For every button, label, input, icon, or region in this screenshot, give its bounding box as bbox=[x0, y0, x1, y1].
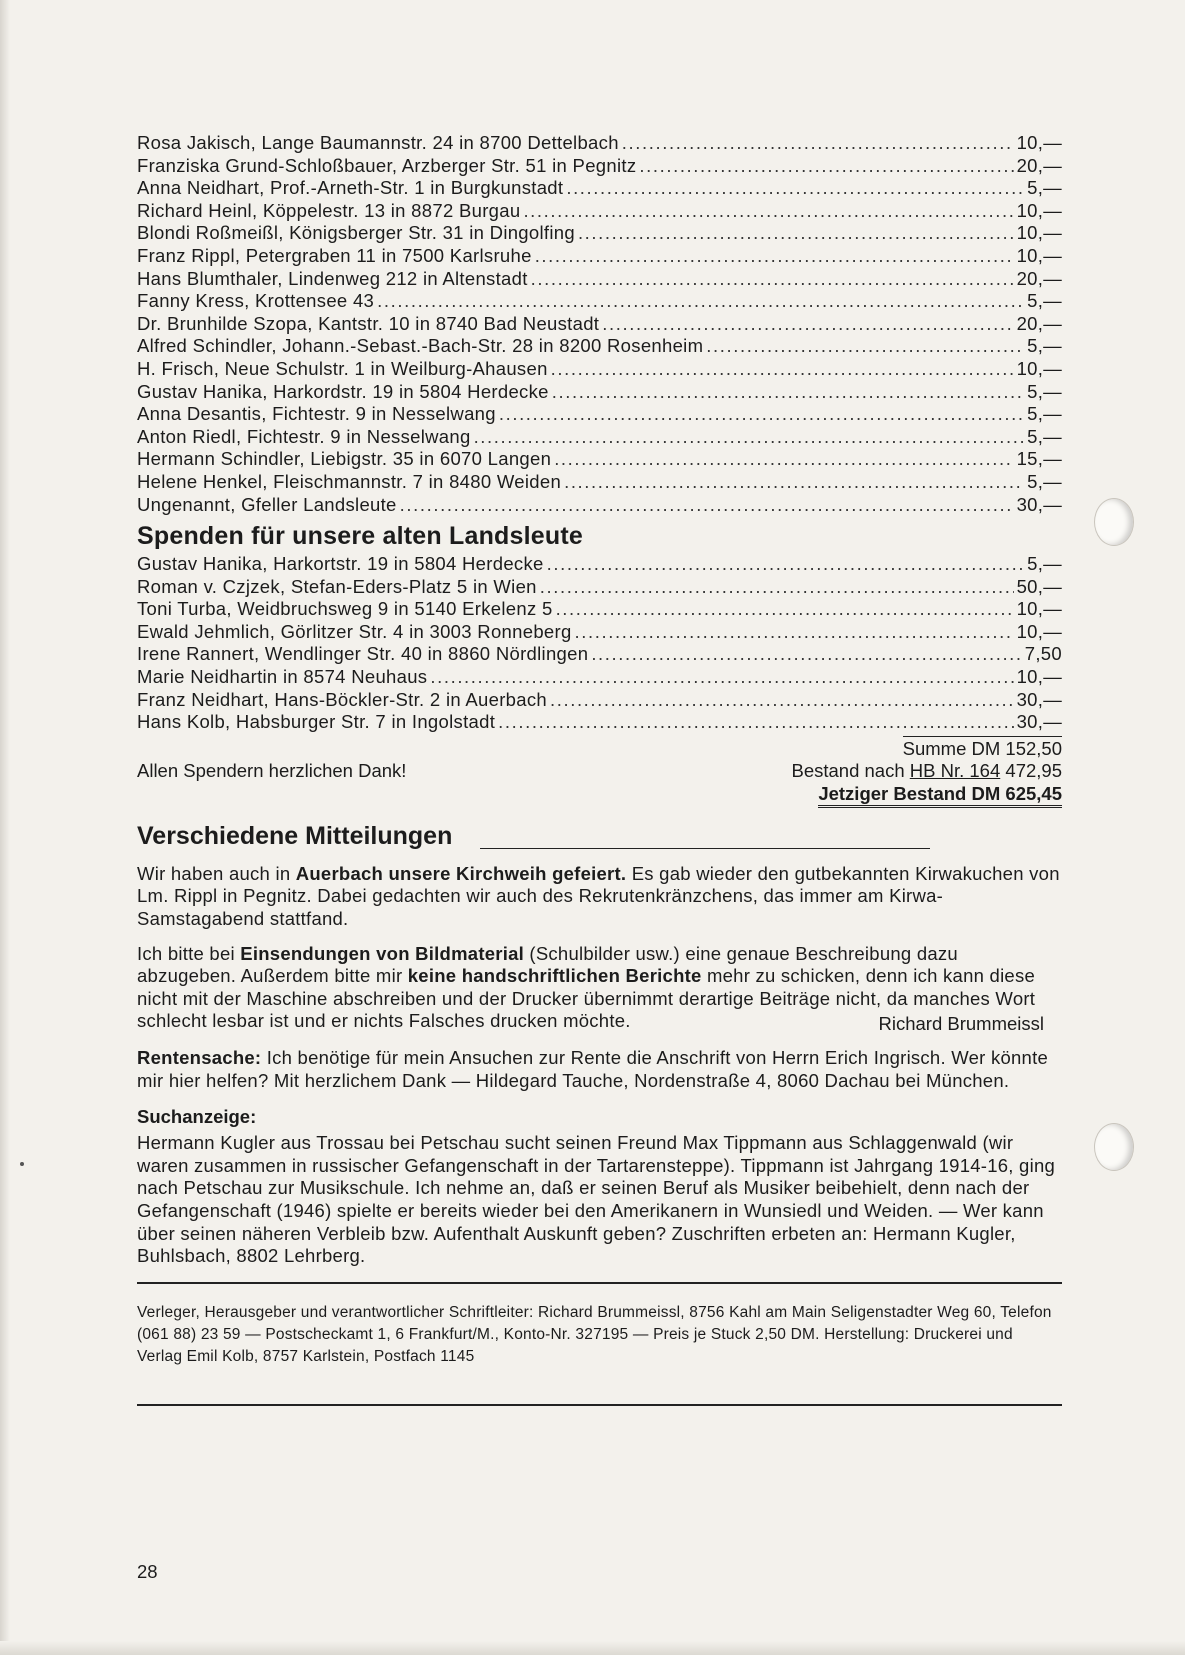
donation-amount: 10,— bbox=[1016, 199, 1062, 221]
donation-row bbox=[137, 643, 1062, 666]
title-underline bbox=[480, 848, 930, 849]
donor-name: Hans Blumthaler, Lindenweg 212 in Altenstadt bbox=[137, 267, 528, 289]
donation-row bbox=[137, 290, 1062, 313]
dot-leader bbox=[499, 403, 1024, 426]
donor-name: Irene Rannert, Wendlinger Str. 40 in 8860 Nördlingen bbox=[137, 643, 589, 665]
donation-amount: 5,— bbox=[1027, 403, 1062, 425]
dot-leader bbox=[552, 381, 1024, 404]
dot-leader bbox=[556, 598, 1014, 621]
bold-text: keine handschriftlichen Berichte bbox=[407, 965, 702, 987]
donation-amount: 10,— bbox=[1016, 132, 1062, 153]
donation-amount: 20,— bbox=[1016, 312, 1062, 334]
donation-amount: 10,— bbox=[1016, 666, 1062, 688]
donation-amount: 30,— bbox=[1016, 711, 1062, 733]
sum-total: Summe DM 152,50 bbox=[902, 737, 1062, 759]
donation-row bbox=[137, 598, 1062, 621]
bold-label: Rentensache: bbox=[137, 1047, 262, 1068]
donor-name: Anna Desantis, Fichtestr. 9 in Nesselwang bbox=[137, 403, 496, 425]
donor-name: Roman v. Czjzek, Stefan-Eders-Platz 5 in Wien bbox=[137, 575, 537, 597]
text-run: (Schulbilder usw.) eine genaue Beschreibung dazu abzugeben. Außerdem bitte mir bbox=[137, 942, 958, 987]
page-edge-shadow bbox=[0, 0, 10, 1655]
mitteilungen-header bbox=[137, 822, 1062, 851]
dot-leader bbox=[591, 643, 1021, 666]
donation-row bbox=[137, 313, 1062, 336]
donation-row bbox=[137, 494, 1062, 517]
donation-row bbox=[137, 621, 1062, 644]
punch-hole bbox=[1094, 498, 1134, 546]
donor-name: Anton Riedl, Fichtestr. 9 in Nesselwang bbox=[137, 425, 471, 447]
donation-summary bbox=[137, 734, 1062, 812]
donation-amount: 30,— bbox=[1016, 688, 1062, 710]
page-number: 28 bbox=[137, 1561, 158, 1582]
donation-row bbox=[137, 666, 1062, 689]
donation-row bbox=[137, 222, 1062, 245]
donation-amount: 10,— bbox=[1016, 222, 1062, 244]
donation-list bbox=[137, 132, 1062, 516]
donation-amount: 5,— bbox=[1027, 380, 1062, 402]
donor-name: Gustav Hanika, Harkortstr. 19 in 5804 Herdecke bbox=[137, 553, 544, 575]
donor-name: Fanny Kress, Krottensee 43 bbox=[137, 290, 375, 312]
donation-amount: 30,— bbox=[1016, 493, 1062, 515]
dot-leader bbox=[430, 666, 1013, 689]
text-run: Ich benötige für mein Ansuchen zur Rente die Anschrift von Herrn Erich Ingrisch. Wer könnte mir hier helfen? Mit herzlichem Dank — Hildegard Tauche, Nordenstraße 4, 8060 Dachau bei München. bbox=[137, 1047, 1049, 1091]
dot-leader bbox=[578, 222, 1014, 245]
paragraph-kirchweih bbox=[137, 863, 1062, 931]
donation-amount: 5,— bbox=[1027, 425, 1062, 447]
donor-name: Toni Turba, Weidbruchsweg 9 in 5140 Erkelenz 5 bbox=[137, 598, 553, 620]
donor-name: Hermann Schindler, Liebigstr. 35 in 6070 Langen bbox=[137, 448, 552, 470]
donation-amount: 7,50 bbox=[1024, 643, 1062, 665]
paragraph-rentensache bbox=[137, 1047, 1062, 1092]
donor-name: Marie Neidhartin in 8574 Neuhaus bbox=[137, 666, 428, 688]
donation-row bbox=[137, 448, 1062, 471]
text-run: Es gab wieder den gutbekannten Kirwakuchen von Lm. Rippl in Pegnitz. Dabei gedachten wir auch des Rekrutenkränzchens, das immer am Kirwa-Samstagabend stattfand. bbox=[137, 862, 1060, 930]
previous-balance-prefix: Bestand nach bbox=[791, 759, 910, 781]
donation-amount: 5,— bbox=[1027, 177, 1062, 199]
donor-name: Hans Kolb, Habsburger Str. 7 in Ingolstadt bbox=[137, 711, 496, 733]
impressum: Verleger, Herausgeber und verantwortlicher Schriftleiter: Richard Brummeissl, 8756 Kahl am Main Seligenstadter Weg 60, Telefon (061 88) 23 59 — Postscheckamt 1, 6 Frankfurt/M., Konto-Nr. 327195 — Preis je Stuck 2,50 DM. Herstellung: Druckerei und Verlag Emil Kolb, 8757 Karlstein, Postfach 1145 bbox=[137, 1303, 1052, 1365]
section-title-old-landsleute: Spenden für unsere alten Landsleute bbox=[137, 522, 583, 551]
donation-row bbox=[137, 155, 1062, 178]
donation-row bbox=[137, 132, 1062, 155]
donation-row bbox=[137, 200, 1062, 223]
donation-row bbox=[137, 245, 1062, 268]
dot-leader bbox=[498, 711, 1013, 734]
donation-row bbox=[137, 426, 1062, 449]
dot-leader bbox=[540, 576, 1014, 599]
donor-name: Ungenannt, Gfeller Landsleute bbox=[137, 493, 397, 515]
current-balance: Jetziger Bestand DM 625,45 bbox=[818, 783, 1062, 808]
donation-amount: 15,— bbox=[1016, 448, 1062, 470]
donor-name: Blondi Roßmeißl, Königsberger Str. 31 in Dingolfing bbox=[137, 222, 575, 244]
previous-balance-value: 472,95 bbox=[1000, 759, 1062, 781]
punch-hole bbox=[1094, 1123, 1134, 1171]
paragraph-suchanzeige: Hermann Kugler aus Trossau bei Petschau sucht seinen Freund Max Tippmann aus Schlaggenwald (wir waren zusammen in russischer Gefangenschaft in der Tartarensteppe). Tippmann ist Jahrgang 1914-16, ging nach Petschau zur Musikschule. Ich nehme an, daß er seinen Beruf als Musiker beibehielt, denn nach der Gefangenschaft (1946) spielte er bereits wieder bei den Amerikanern in Wunsiedl und Weiden. — Wer kann über seinen näheren Verbleib bzw. Aufenthalt Auskunft geben? Zuschriften erbeten an: Hermann Kugler, Buhlsbach, 8802 Lehrberg. bbox=[137, 1132, 1056, 1267]
donation-amount: 50,— bbox=[1016, 575, 1062, 597]
dot-leader bbox=[550, 689, 1014, 712]
donor-name: Ewald Jehmlich, Görlitzer Str. 4 in 3003 Ronneberg bbox=[137, 620, 572, 642]
dot-leader bbox=[523, 200, 1013, 223]
divider bbox=[137, 1282, 1062, 1284]
paper-speck bbox=[20, 1162, 24, 1166]
donation-row bbox=[137, 471, 1062, 494]
suchanzeige-heading: Suchanzeige: bbox=[137, 1106, 257, 1128]
thanks-note: Allen Spendern herzlichen Dank! bbox=[137, 759, 407, 781]
donation-amount: 5,— bbox=[1027, 290, 1062, 312]
donor-name: Dr. Brunhilde Szopa, Kantstr. 10 in 8740 Bad Neustadt bbox=[137, 312, 600, 334]
signature: Richard Brummeissl bbox=[878, 1013, 1044, 1034]
dot-leader bbox=[551, 358, 1014, 381]
donation-row bbox=[137, 711, 1062, 734]
text-run: Ich bitte bei bbox=[137, 942, 241, 964]
dot-leader bbox=[377, 290, 1024, 313]
dot-leader bbox=[564, 471, 1024, 494]
donor-name: Franz Neidhart, Hans-Böckler-Str. 2 in Auerbach bbox=[137, 688, 547, 710]
dot-leader bbox=[474, 426, 1025, 449]
section-title-mitteilungen: Verschiedene Mitteilungen bbox=[137, 821, 453, 850]
bold-text: Auerbach unsere Kirchweih gefeiert. bbox=[295, 862, 627, 884]
previous-balance bbox=[791, 760, 1062, 782]
dot-leader bbox=[602, 313, 1013, 336]
donation-amount: 20,— bbox=[1016, 267, 1062, 289]
donation-row bbox=[137, 381, 1062, 404]
donor-name: Franziska Grund-Schloßbauer, Arzberger Str. 51 in Pegnitz bbox=[137, 154, 637, 176]
donation-row bbox=[137, 358, 1062, 381]
donation-amount: 10,— bbox=[1016, 620, 1062, 642]
donation-amount: 5,— bbox=[1027, 553, 1062, 575]
donor-name: Rosa Jakisch, Lange Baumannstr. 24 in 8700 Dettelbach bbox=[137, 132, 619, 153]
dot-leader bbox=[639, 155, 1013, 178]
dot-leader bbox=[622, 132, 1014, 155]
bold-text: Einsendungen von Bildmaterial bbox=[240, 942, 525, 964]
page-bottom-shadow bbox=[0, 1641, 1185, 1655]
text-run: mehr zu schicken, denn ich kann diese nicht mit der Maschine abschreiben und der Drucker übernimmt derartige Beiträge nicht, da manches Wort schlecht lesbar ist und er nichts Falsches drucken möchte. bbox=[137, 965, 1036, 1032]
donation-row bbox=[137, 403, 1062, 426]
donor-name: Richard Heinl, Köppelestr. 13 in 8872 Burgau bbox=[137, 199, 521, 221]
dot-leader bbox=[547, 553, 1025, 576]
previous-balance-reference: HB Nr. 164 bbox=[909, 759, 1001, 781]
donor-name: Anna Neidhart, Prof.-Arneth-Str. 1 in Burgkunstadt bbox=[137, 177, 564, 199]
donation-row bbox=[137, 177, 1062, 200]
donation-row bbox=[137, 689, 1062, 712]
dot-leader bbox=[531, 268, 1014, 291]
donation-row bbox=[137, 335, 1062, 358]
donation-row bbox=[137, 576, 1062, 599]
dot-leader bbox=[554, 448, 1013, 471]
donation-row bbox=[137, 268, 1062, 291]
donor-name: Franz Rippl, Petergraben 11 in 7500 Karlsruhe bbox=[137, 244, 532, 266]
dot-leader bbox=[575, 621, 1014, 644]
page-content bbox=[137, 132, 1062, 1406]
donor-name: Gustav Hanika, Harkordstr. 19 in 5804 Herdecke bbox=[137, 380, 549, 402]
donation-list-old-landsleute bbox=[137, 553, 1062, 734]
donation-amount: 10,— bbox=[1016, 598, 1062, 620]
donor-name: Helene Henkel, Fleischmannstr. 7 in 8480 Weiden bbox=[137, 470, 562, 492]
donation-amount: 10,— bbox=[1016, 244, 1062, 266]
donation-amount: 5,— bbox=[1027, 335, 1062, 357]
donor-name: H. Frisch, Neue Schulstr. 1 in Weilburg-Ahausen bbox=[137, 357, 548, 379]
dot-leader bbox=[535, 245, 1014, 268]
donation-amount: 5,— bbox=[1027, 470, 1062, 492]
dot-leader bbox=[706, 335, 1024, 358]
dot-leader bbox=[566, 177, 1024, 200]
divider-bottom bbox=[137, 1404, 1062, 1406]
text-run: Wir haben auch in bbox=[137, 862, 296, 884]
donor-name: Alfred Schindler, Johann.-Sebast.-Bach-Str. 28 in 8200 Rosenheim bbox=[137, 335, 704, 357]
donation-amount: 20,— bbox=[1016, 154, 1062, 176]
dot-leader bbox=[400, 494, 1014, 517]
donation-row bbox=[137, 553, 1062, 576]
donation-amount: 10,— bbox=[1016, 357, 1062, 379]
